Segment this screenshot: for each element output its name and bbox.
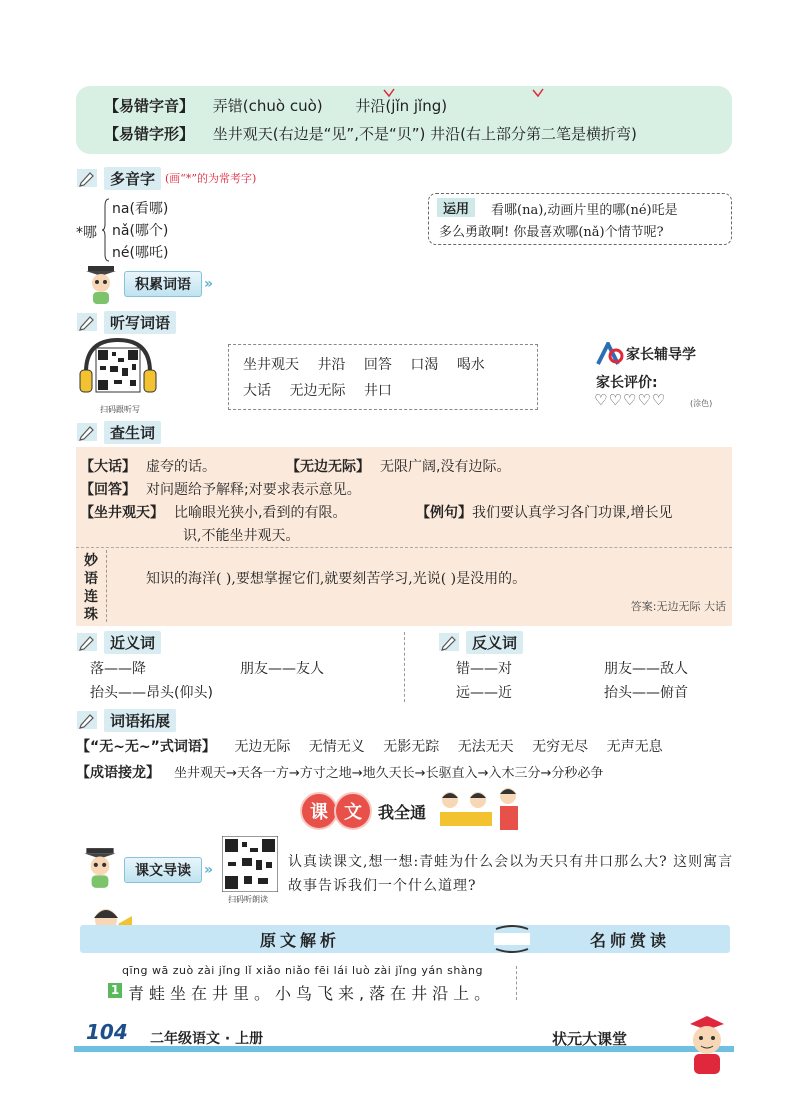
kewen-banner	[300, 792, 426, 830]
parent-logo-icon	[596, 342, 624, 366]
error-form-text: 坐井观天(右边是“见”,不是“贝”) 井沿(右上部分第二笔是横折弯)	[212, 125, 637, 143]
double-chevron-icon: »	[204, 862, 214, 878]
scholar-mascot-icon	[676, 1014, 738, 1078]
check-item-text: 对问题给予解释;对要求表示意见。	[146, 482, 361, 498]
polyphone-reading-3: né(哪吒)	[112, 245, 169, 261]
error-prone-box	[76, 86, 732, 154]
antonym-pair: 错——对	[456, 661, 512, 677]
polyphone-reading-1: na(看哪)	[112, 201, 169, 217]
antonym-pair: 抬头——俯首	[604, 685, 688, 701]
synonyms-title: 近义词	[104, 631, 161, 654]
miao-sentence: 知识的海洋( ),要想掌握它们,就要刻苦学习,光说( )是没用的。	[146, 571, 527, 587]
check-example-cont	[183, 525, 299, 545]
check-item	[80, 479, 361, 499]
footer-book-title: 二年级语文 · 上册	[150, 1031, 264, 1047]
pencil-icon	[76, 632, 98, 652]
hearts-note: (涂色)	[690, 399, 713, 408]
pencil-icon	[76, 168, 98, 188]
dictation-word: 无边无际	[289, 383, 346, 399]
dictation-word: 口渴	[410, 357, 439, 373]
polyphone-header	[76, 166, 256, 190]
student-mascot-icon	[80, 264, 122, 306]
clip-icon	[492, 921, 532, 957]
extension-line-2	[76, 762, 603, 782]
vocab-banner-label: 积累词语	[124, 271, 202, 297]
pinyin-line: qīng wā zuò zài jǐng lǐ xiǎo niǎo fēi lái luò zài jǐng yán shàng	[122, 964, 484, 977]
dictation-line-1	[243, 354, 499, 374]
dictation-box	[228, 344, 538, 410]
teacher-review-title: 名师赏读	[590, 931, 671, 950]
miao-yu-box	[76, 547, 732, 626]
guide-qr-caption: 扫码听朗读	[228, 895, 268, 904]
antonyms-title: 反义词	[466, 631, 523, 654]
dictation-qr-caption: 扫码跟听写	[100, 405, 140, 414]
polyphone-reading-2: nǎ(哪个)	[112, 223, 169, 239]
students-reading-icon	[436, 786, 526, 832]
dictation-word: 井沿	[317, 357, 346, 373]
error-form-line	[104, 123, 637, 144]
synonym-pair: 落——降	[90, 661, 146, 677]
pencil-icon	[76, 710, 98, 730]
paragraph-number: 1	[108, 983, 122, 998]
extension-word: 无影无踪	[383, 739, 440, 755]
error-form-label: 【易错字形】	[104, 125, 195, 143]
dictation-line-2	[243, 380, 406, 400]
antonyms-header	[438, 630, 523, 654]
extension-title: 词语拓展	[104, 709, 176, 732]
synonym-pair: 朋友——友人	[240, 661, 324, 677]
check-item-label: 【例句】	[416, 505, 472, 521]
check-words-header	[76, 420, 161, 444]
error-pronunciation-line	[104, 95, 447, 116]
extension-word: 无声无息	[606, 739, 663, 755]
check-item	[80, 502, 346, 522]
extension-label-1: 【“无~无~”式词语】	[76, 739, 216, 755]
check-item	[286, 456, 510, 476]
brace-icon	[102, 198, 110, 262]
check-item-text: 虚夸的话。	[146, 459, 216, 475]
dictation-word: 回答	[363, 357, 392, 373]
check-item-text: 我们要认真学习各门功课,增长见	[472, 505, 673, 521]
polyphone-note: (画“*”的为常考字)	[165, 172, 257, 185]
error-pron-label: 【易错字音】	[104, 97, 195, 115]
kewen-char-1: 课	[300, 792, 338, 830]
student-mascot-icon	[78, 846, 122, 890]
extension-line-1	[76, 736, 677, 756]
check-item-text: 比喻眼光狭小,看到的有限。	[174, 505, 347, 521]
synonyms-header	[76, 630, 161, 654]
syn-ant-divider	[404, 632, 405, 702]
column-divider	[516, 966, 517, 1000]
check-example	[416, 502, 672, 522]
check-item-label: 【无边无际】	[286, 459, 370, 475]
pencil-icon	[438, 632, 460, 652]
heart-rating-icons[interactable]: ♡♡♡♡♡	[594, 391, 667, 409]
guide-text: 认真读课文,想一想:青蛙为什么会以为天只有井口那么大? 这则寓言故事告诉我们一个什么道理?	[288, 854, 734, 894]
vocab-banner	[124, 272, 213, 296]
guide-qr-code[interactable]	[222, 836, 278, 892]
dictation-word: 大话	[243, 383, 271, 399]
headphones-qr-icon[interactable]	[78, 336, 158, 402]
extension-word: 无法无天	[457, 739, 514, 755]
antonym-pair: 朋友——敌人	[604, 661, 688, 677]
check-words-title: 查生词	[104, 421, 161, 444]
check-item-text: 无限广阔,没有边际。	[380, 459, 511, 475]
check-item-label: 【回答】	[80, 482, 136, 498]
extension-word: 无情无义	[308, 739, 365, 755]
text-sentence: 青蛙坐在井里。小鸟飞来,落在井沿上。	[128, 984, 496, 1003]
reading-title-bar	[80, 925, 730, 953]
check-item-label: 【大话】	[80, 459, 136, 475]
check-item	[80, 456, 216, 476]
check-words-box	[76, 447, 732, 547]
guide-banner-label: 课文导读	[124, 857, 202, 883]
parent-guide-title: 家长辅导学	[626, 347, 696, 363]
pencil-icon	[76, 422, 98, 442]
miao-answer: 答案:无边无际 大话	[630, 600, 726, 613]
original-text-title: 原文解析	[260, 931, 341, 950]
dictation-title: 听写词语	[104, 311, 176, 334]
miao-separator	[106, 550, 107, 622]
extension-label-2: 【成语接龙】	[76, 765, 160, 781]
kewen-char-2: 文	[334, 792, 372, 830]
usage-tag: 运用	[437, 198, 475, 217]
pencil-icon	[76, 312, 98, 332]
extension-idiom-chain: 坐井观天→天各一方→方寸之地→地久天长→长驱直入→入木三分→分秒必争	[174, 766, 604, 781]
footer-brand: 状元大课堂	[552, 1030, 628, 1048]
dictation-header	[76, 310, 176, 334]
extension-word: 无穷无尽	[532, 739, 589, 755]
check-item-text: 识,不能坐井观天。	[183, 528, 300, 544]
antonym-pair: 远——近	[456, 685, 512, 701]
usage-line-1: 看哪(na),动画片里的哪(né)吒是	[491, 203, 678, 218]
double-chevron-icon: »	[204, 276, 214, 292]
polyphone-char: *哪	[76, 225, 97, 241]
check-mark-icon	[532, 88, 544, 98]
error-pron-word1: 弄错(chuò cuò)	[212, 97, 323, 115]
guide-banner	[124, 858, 213, 882]
usage-box	[428, 193, 732, 245]
miao-vertical-title: 妙语连珠	[84, 553, 98, 623]
check-mark-icon	[383, 88, 395, 98]
extension-word: 无边无际	[234, 739, 291, 755]
synonym-pair: 抬头——昂头(仰头)	[90, 685, 213, 701]
dictation-word: 井口	[363, 383, 392, 399]
polyphone-title: 多音字	[104, 167, 161, 190]
error-pron-word2: 井沿(jǐn jǐng)	[355, 97, 448, 115]
kewen-rest: 我全通	[378, 802, 427, 822]
page-number: 104	[86, 1020, 128, 1044]
usage-line-2: 多么勇敢啊! 你最喜欢哪(nǎ)个情节呢?	[439, 225, 664, 240]
parent-eval-label: 家长评价:	[596, 375, 658, 391]
dictation-word: 坐井观天	[243, 357, 299, 373]
dictation-word: 喝水	[456, 357, 485, 373]
check-item-label: 【坐井观天】	[80, 505, 164, 521]
extension-header	[76, 708, 176, 732]
